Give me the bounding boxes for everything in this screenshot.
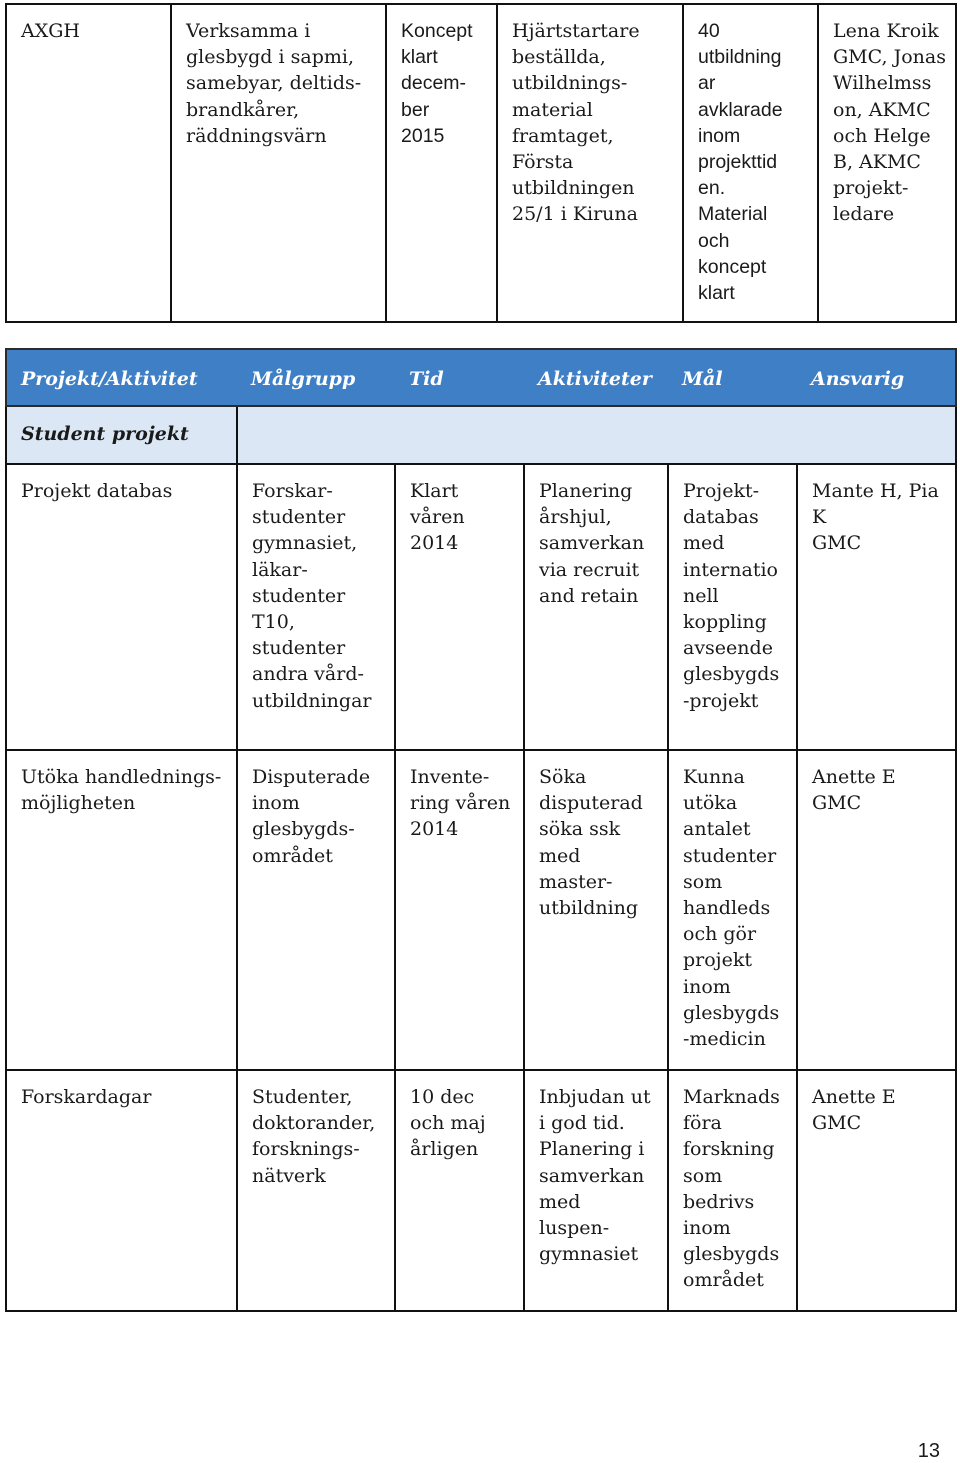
table-cell: Anette E GMC <box>797 1070 956 1311</box>
section-row <box>6 406 956 464</box>
table-cell: Invente- ring våren 2014 <box>395 750 524 1070</box>
column-header: Aktiviteter <box>524 349 668 406</box>
table-cell: Anette E GMC <box>797 750 956 1070</box>
table-row <box>6 464 956 750</box>
table-cell: Klart våren 2014 <box>395 464 524 750</box>
activity-table-main <box>5 348 957 1312</box>
table-row <box>6 4 956 322</box>
table-cell: 10 dec och maj årligen <box>395 1070 524 1311</box>
table-cell: Koncept klart decem- ber 2015 <box>386 4 497 322</box>
table-cell: Söka disputerad söka ssk med master- utbildning <box>524 750 668 1070</box>
table-cell: Inbjudan ut i god tid. Planering i samverkan med luspen- gymnasiet <box>524 1070 668 1311</box>
table-cell: Mante H, Pia K GMC <box>797 464 956 750</box>
table-cell: 40 utbildning ar avklarade inom projekttid en. Material och koncept klart <box>683 4 818 322</box>
column-header: Tid <box>395 349 524 406</box>
section-title: Student projekt <box>6 406 237 464</box>
table-cell: Studenter, doktorander, forsknings- nätverk <box>237 1070 395 1311</box>
table-cell: Lena Kroik GMC, Jonas Wilhelmss on, AKMC och Helge B, AKMC projekt- ledare <box>818 4 956 322</box>
table-cell: Kunna utöka antalet studenter som handleds och gör projekt inom glesbygds -medicin <box>668 750 797 1070</box>
activity-table-top <box>5 3 957 323</box>
table-cell: Hjärtstartare beställda, utbildnings- material framtaget, Första utbildningen 25/1 i Kiruna <box>497 4 683 322</box>
table-cell: Disputerade inom glesbygds- området <box>237 750 395 1070</box>
table-row <box>6 1070 956 1311</box>
table-cell: Projekt databas <box>6 464 237 750</box>
table-header-row <box>6 349 956 406</box>
table-cell: Utöka handlednings- möjligheten <box>6 750 237 1070</box>
table-cell: Projekt- databas med internatio nell koppling avseende glesbygds -projekt <box>668 464 797 750</box>
table-cell: AXGH <box>6 4 171 322</box>
table-cell: Marknads föra forskning som bedrivs inom glesbygds området <box>668 1070 797 1311</box>
page-number: 13 <box>917 1440 940 1462</box>
column-header: Mål <box>668 349 797 406</box>
table-row <box>6 750 956 1070</box>
table-cell: Verksamma i glesbygd i sapmi, samebyar, deltids- brandkårer, räddningsvärn <box>171 4 386 322</box>
section-filler <box>237 406 956 464</box>
column-header: Målgrupp <box>237 349 395 406</box>
table-cell: Forskardagar <box>6 1070 237 1311</box>
column-header: Projekt/Aktivitet <box>6 349 237 406</box>
table-cell: Forskar- studenter gymnasiet, läkar- studenter T10, studenter andra vård- utbildningar <box>237 464 395 750</box>
column-header: Ansvarig <box>797 349 956 406</box>
table-cell: Planering årshjul, samverkan via recruit and retain <box>524 464 668 750</box>
